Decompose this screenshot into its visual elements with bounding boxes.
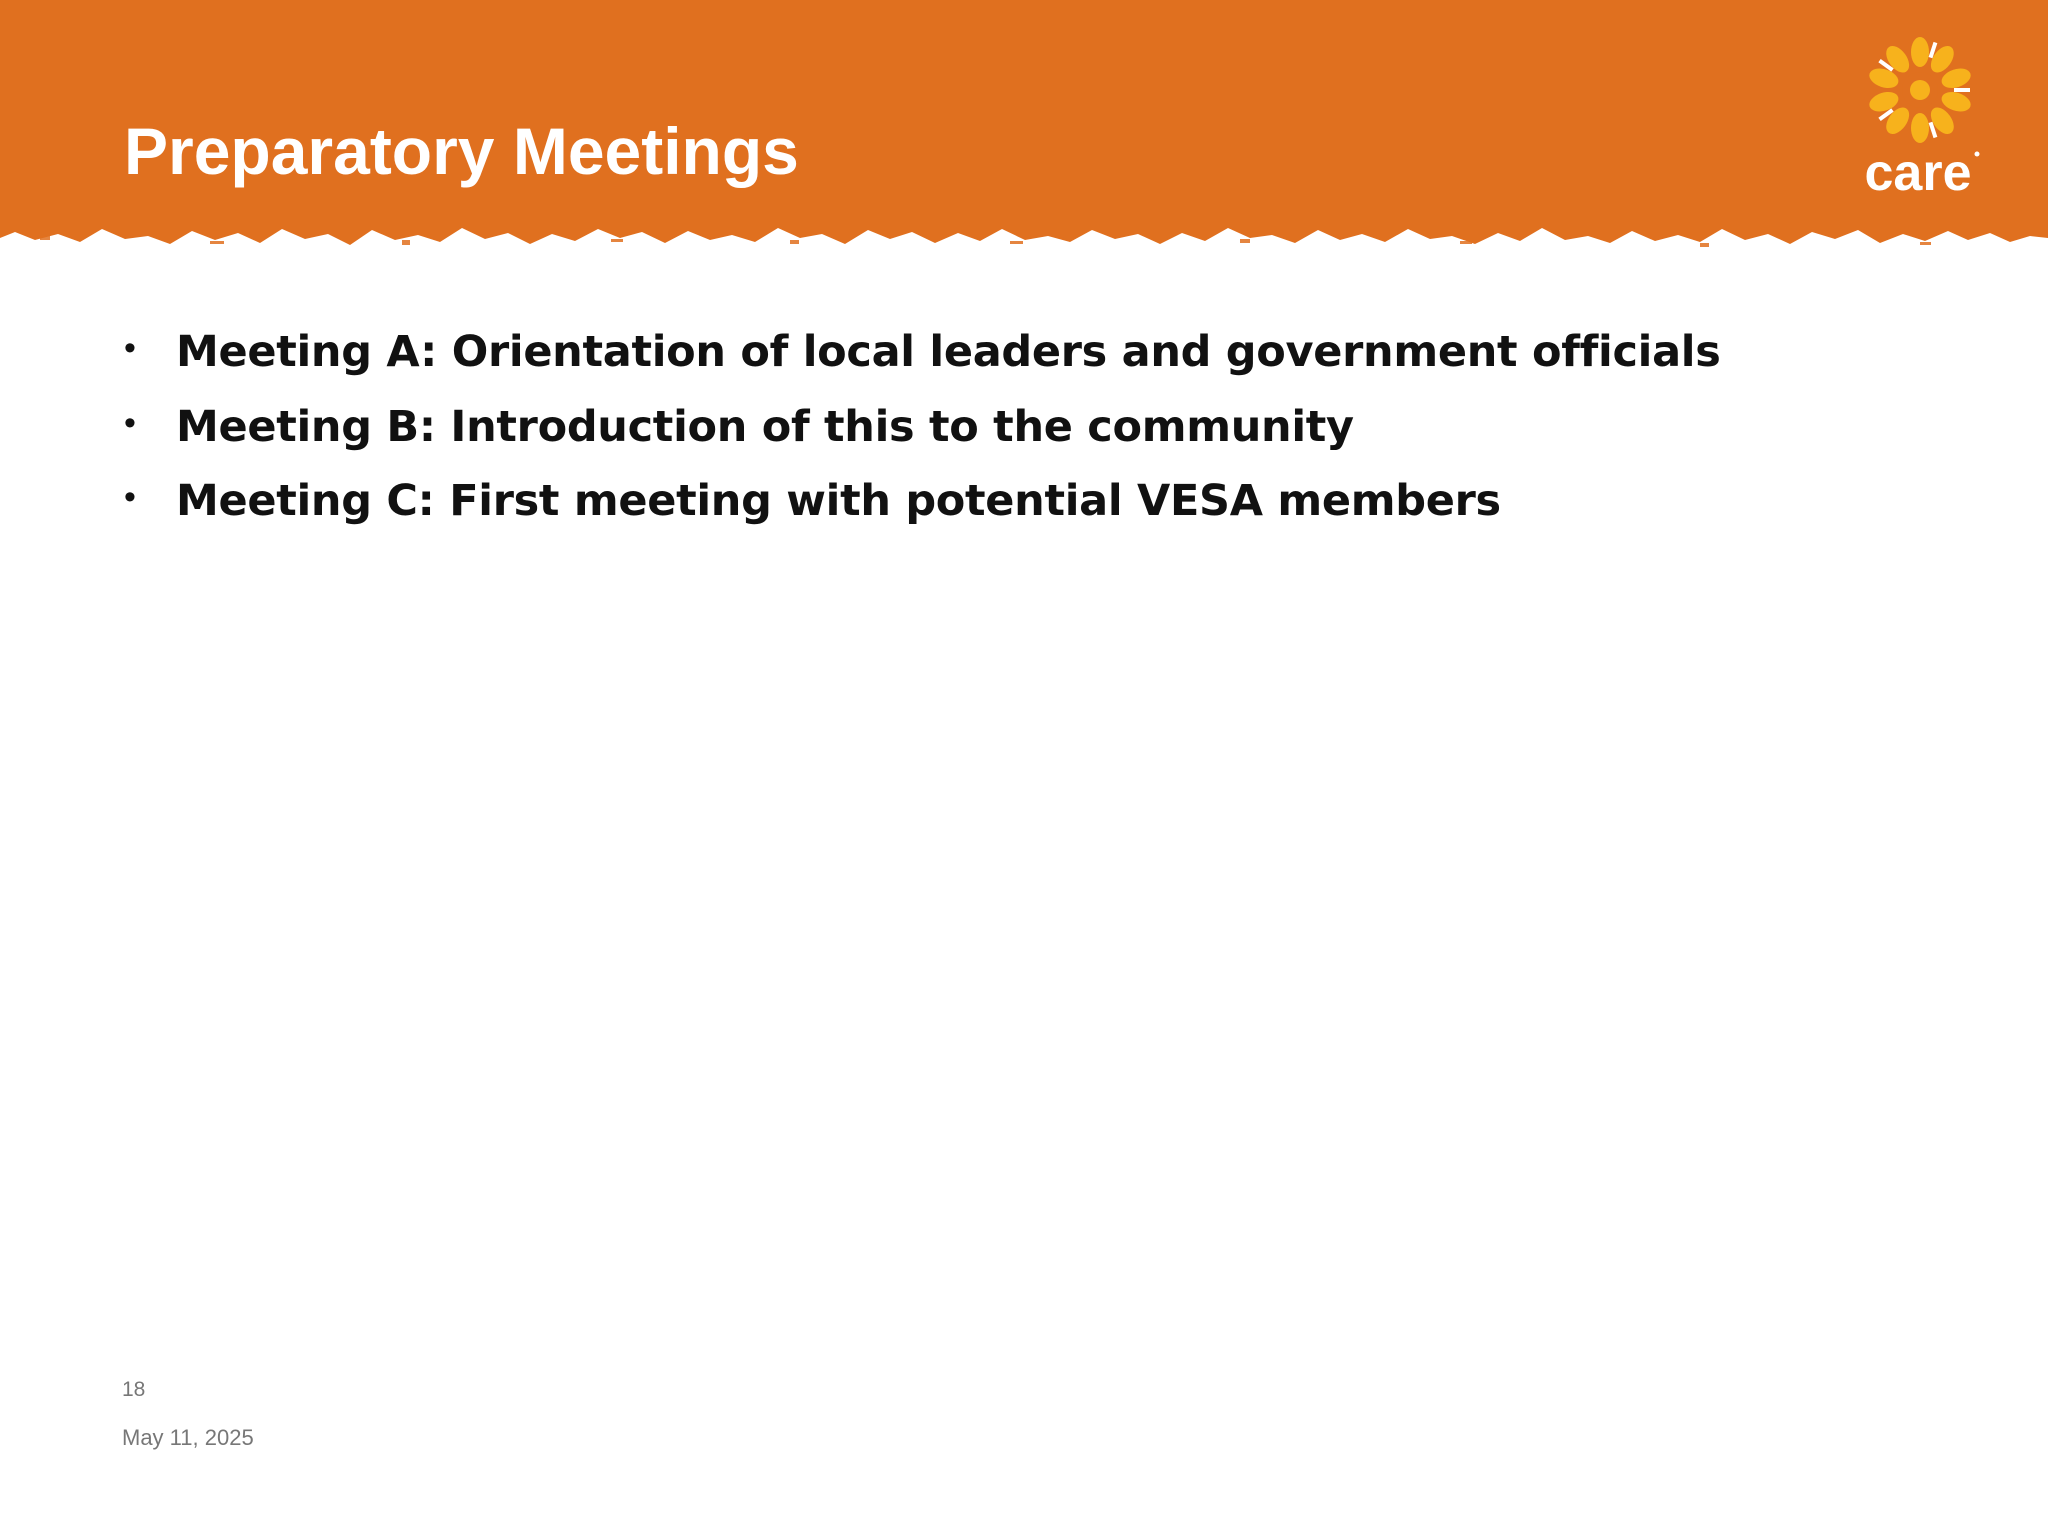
bullet-item-meeting-c xyxy=(124,471,1721,546)
care-logo xyxy=(1855,32,1985,202)
slide-date: May 11, 2025 xyxy=(122,1425,254,1450)
slide-number: 18 xyxy=(122,1378,146,1401)
bullet-text: Meeting A: Orientation of local leaders and government officials xyxy=(176,327,1721,377)
bullet-item-meeting-a xyxy=(124,322,1721,397)
bullet-marker: • xyxy=(124,478,136,516)
slide-title: Preparatory Meetings xyxy=(124,114,799,188)
bullet-marker: • xyxy=(124,403,136,442)
bullet-text: Meeting C: First meeting with potential VESA members xyxy=(176,476,1501,526)
bullet-item-meeting-b xyxy=(124,397,1721,472)
care-hands-circle-icon xyxy=(1855,32,1985,202)
bullet-list xyxy=(124,322,1721,546)
bullet-text: Meeting B: Introduction of this to the community xyxy=(176,401,1354,452)
bullet-marker: • xyxy=(124,329,136,367)
care-wordmark: care xyxy=(1864,144,1972,202)
